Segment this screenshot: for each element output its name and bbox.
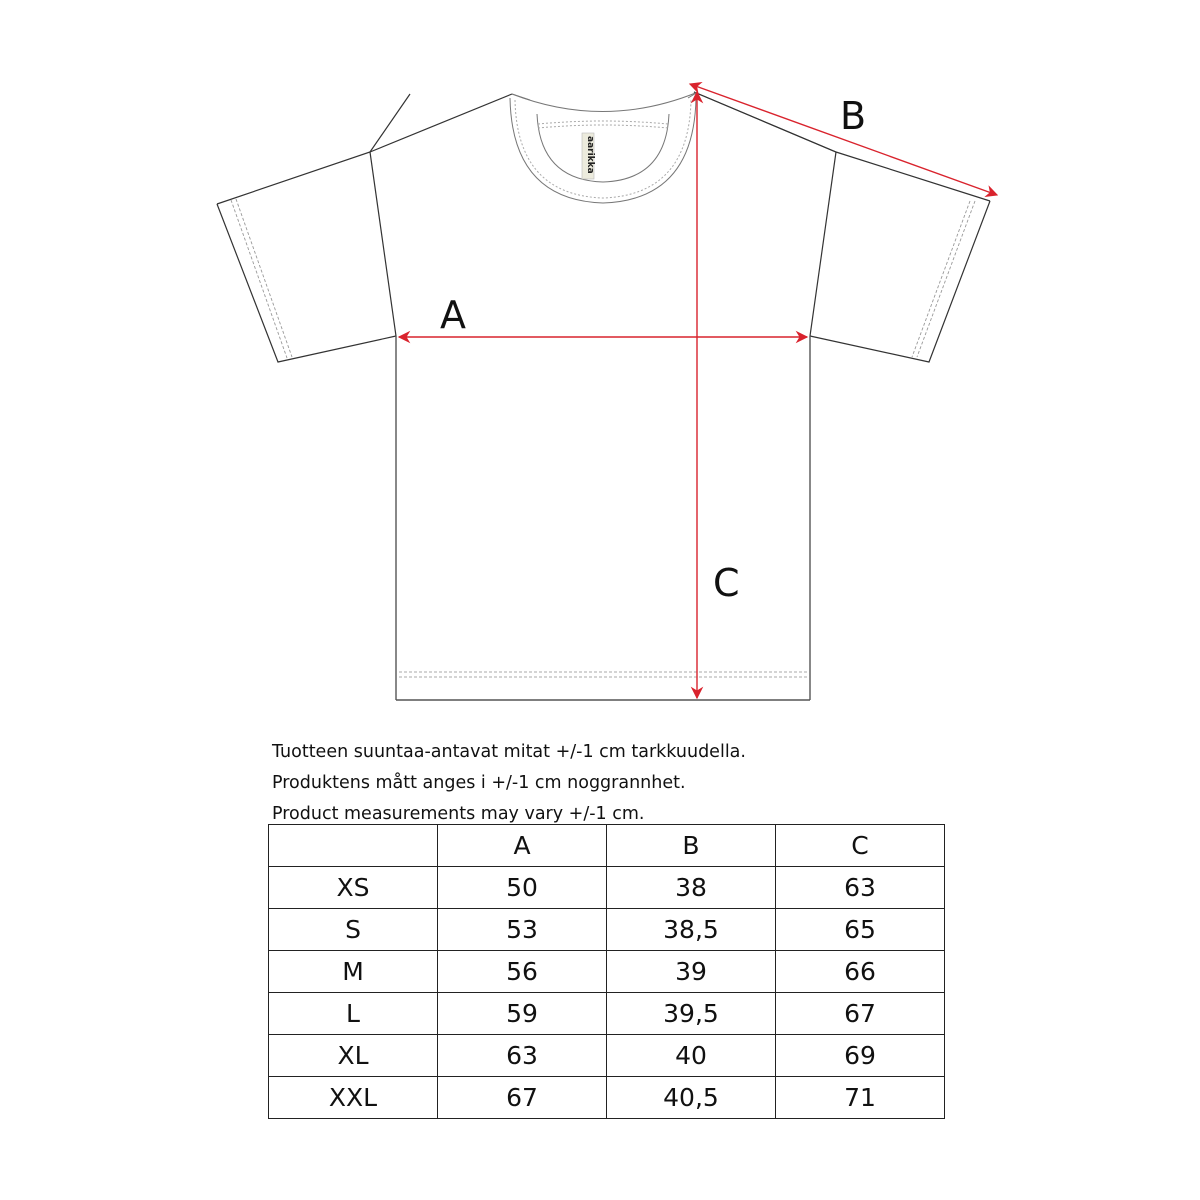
table-header-cell: C [776, 825, 945, 867]
size-cell: S [269, 909, 438, 951]
note-english: Product measurements may vary +/-1 cm. [272, 804, 645, 824]
dimension-label-c: C [713, 561, 740, 605]
value-cell: 40,5 [607, 1077, 776, 1119]
table-header-row [269, 825, 945, 867]
value-cell: 53 [438, 909, 607, 951]
value-cell: 38,5 [607, 909, 776, 951]
size-cell: L [269, 993, 438, 1035]
value-cell: 65 [776, 909, 945, 951]
note-swedish: Produktens mått anges i +/-1 cm noggrannhet. [272, 773, 686, 793]
table-header-cell: B [607, 825, 776, 867]
value-cell: 59 [438, 993, 607, 1035]
table-header-cell [269, 825, 438, 867]
table-row [269, 909, 945, 951]
size-cell: XL [269, 1035, 438, 1077]
size-table [268, 824, 945, 1119]
value-cell: 63 [776, 867, 945, 909]
value-cell: 67 [776, 993, 945, 1035]
value-cell: 56 [438, 951, 607, 993]
brand-label-icon [582, 133, 595, 179]
value-cell: 50 [438, 867, 607, 909]
value-cell: 69 [776, 1035, 945, 1077]
table-row [269, 1035, 945, 1077]
note-finnish: Tuotteen suuntaa-antavat mitat +/-1 cm tarkkuudella. [272, 742, 746, 762]
dimension-label-b: B [840, 94, 867, 138]
value-cell: 39,5 [607, 993, 776, 1035]
value-cell: 63 [438, 1035, 607, 1077]
size-cell: XXL [269, 1077, 438, 1119]
value-cell: 71 [776, 1077, 945, 1119]
size-cell: XS [269, 867, 438, 909]
value-cell: 39 [607, 951, 776, 993]
value-cell: 40 [607, 1035, 776, 1077]
table-row [269, 867, 945, 909]
table-row [269, 1077, 945, 1119]
value-cell: 67 [438, 1077, 607, 1119]
value-cell: 66 [776, 951, 945, 993]
measurement-notes [272, 737, 746, 830]
svg-text:aarikka: aarikka [585, 136, 595, 174]
dimension-label-a: A [440, 293, 466, 337]
value-cell: 38 [607, 867, 776, 909]
table-header-cell: A [438, 825, 607, 867]
size-cell: M [269, 951, 438, 993]
table-row [269, 993, 945, 1035]
table-row [269, 951, 945, 993]
